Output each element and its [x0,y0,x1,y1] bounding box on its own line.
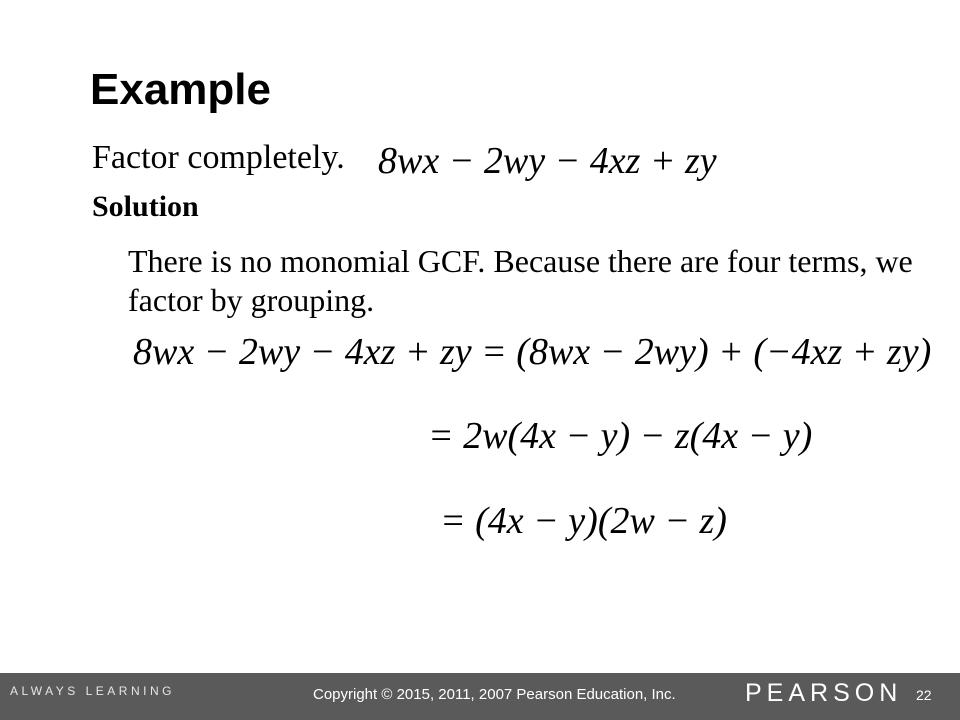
grouping-step: 8wx − 2wy − 4xz + zy = (8wx − 2wy) + (−4xz + zy) [133,331,932,373]
page-number: 22 [916,687,932,703]
problem-prompt: Factor completely. [92,139,345,176]
pearson-logo: PEARSON [745,679,903,707]
slide-title: Example [90,65,271,114]
final-factored-step: = (4x − y)(2w − z) [440,500,727,542]
factor-gcf-step: = 2w(4x − y) − z(4x − y) [428,415,813,457]
solution-label: Solution [92,190,199,223]
footer-tagline: ALWAYS LEARNING [10,684,175,698]
problem-expression: 8wx − 2wy − 4xz + zy [378,140,717,182]
solution-explanation: There is no monomial GCF. Because there are four terms, we factor by grouping. [128,243,913,318]
copyright-notice: Copyright © 2015, 2011, 2007 Pearson Education, Inc. [313,686,676,703]
